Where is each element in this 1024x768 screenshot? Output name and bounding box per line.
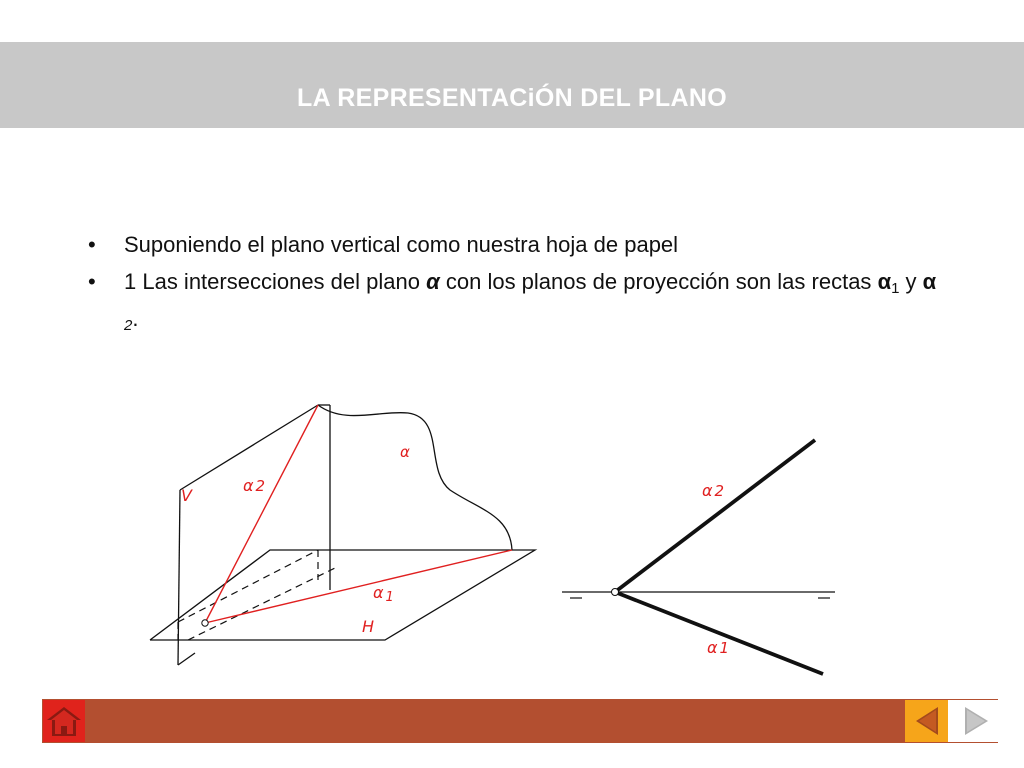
bullet-text-part: . <box>132 306 139 331</box>
nav-divider <box>948 700 955 742</box>
label-alpha2-sub: 2 <box>714 482 725 500</box>
label-alpha2-sub: 2 <box>255 477 266 495</box>
trace-alpha2-line <box>205 405 318 623</box>
bottom-nav-bar <box>42 699 998 743</box>
label-alpha: α <box>400 443 410 461</box>
vertical-plane-v <box>178 405 330 665</box>
hidden-edges <box>178 550 335 640</box>
alpha-symbol: α <box>922 269 937 294</box>
label-alpha2-symbol: α <box>702 481 713 500</box>
plane-3d-diagram <box>140 395 550 675</box>
slide-title: LA REPRESENTACiÓN DEL PLANO <box>297 84 727 112</box>
label-alpha1-sub: 1 <box>719 639 730 657</box>
label-v: V <box>181 486 192 505</box>
label-alpha2-symbol: α <box>243 476 254 495</box>
bullet-mark: • <box>88 269 96 294</box>
horizontal-plane-h <box>150 550 535 665</box>
trace-alpha1-line <box>205 550 512 623</box>
label-alpha1-symbol: α <box>707 638 718 657</box>
bullet-text-part: 1 Las intersecciones del plano <box>124 269 427 294</box>
triangle-left-icon <box>905 700 948 742</box>
alpha-symbol: α <box>877 269 892 294</box>
label-alpha2 <box>243 476 265 495</box>
label-alpha1 <box>707 638 729 657</box>
subscript: 1 <box>891 280 900 297</box>
bullet-mark: • <box>88 232 96 257</box>
trace-alpha1-line <box>615 592 823 674</box>
bullet-text-part: y <box>899 269 923 294</box>
previous-slide-button[interactable] <box>905 700 948 742</box>
home-icon <box>43 700 85 742</box>
bullet-text-part: con los planos de proyección son las rectas <box>439 269 878 294</box>
ground-line-point <box>612 589 619 596</box>
label-alpha2 <box>702 481 724 500</box>
alpha-symbol: α <box>426 269 440 294</box>
bullet-text: Suponiendo el plano vertical como nuestra hoja de papel <box>124 232 679 257</box>
next-slide-button[interactable] <box>955 700 998 742</box>
subscript: 2 <box>124 317 133 334</box>
triangle-right-icon <box>955 700 998 742</box>
label-alpha1 <box>373 583 394 605</box>
traces-projection-diagram <box>555 430 845 680</box>
label-alpha1-sub: 1 <box>385 590 394 605</box>
plane-alpha-outline <box>318 405 512 550</box>
label-alpha1-symbol: α <box>373 583 384 602</box>
trace-alpha2-line <box>615 440 815 592</box>
bullet-text <box>124 267 944 341</box>
ground-line-point <box>202 620 208 626</box>
home-button[interactable] <box>43 700 85 742</box>
label-h: H <box>362 617 375 636</box>
